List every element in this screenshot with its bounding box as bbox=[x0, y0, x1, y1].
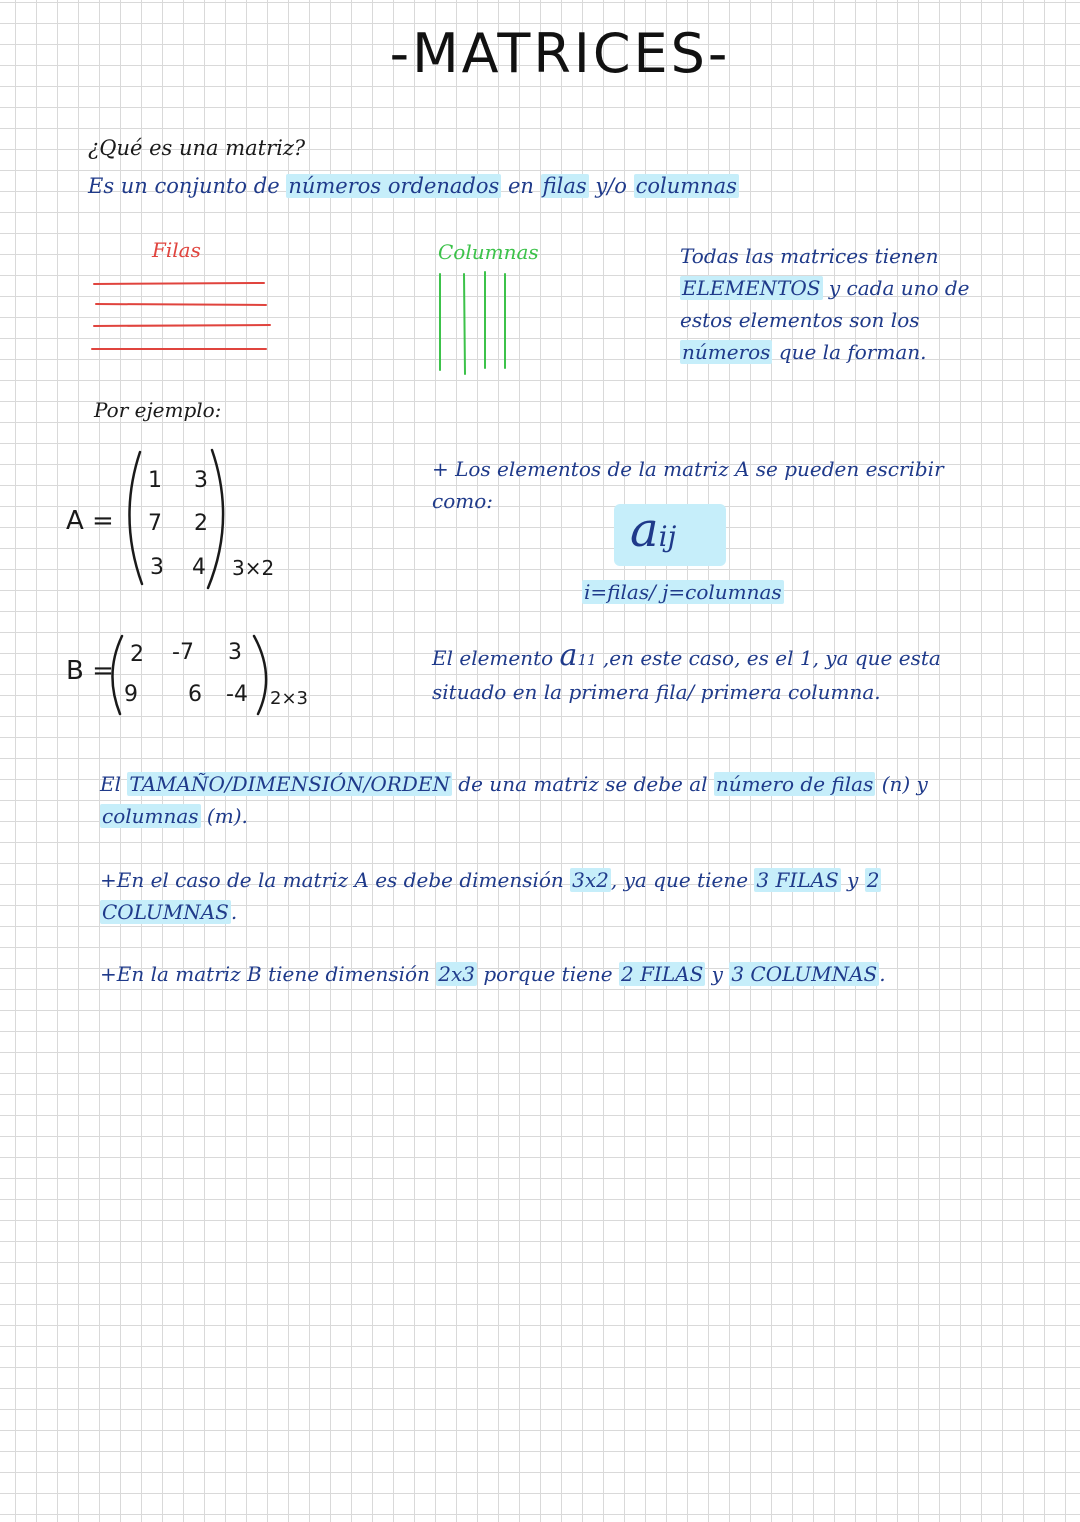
matrix-a-name: A = bbox=[66, 506, 114, 536]
elements-notation-text: + Los elementos de la matriz A se pueden escribir como: bbox=[432, 457, 944, 513]
matrix-b-cell: -4 bbox=[226, 682, 248, 707]
example-label: Por ejemplo: bbox=[94, 398, 222, 422]
case-b-paragraph: +En la matriz B tiene dimensión 2x3 porque tiene 2 FILAS y 3 COLUMNAS . bbox=[100, 962, 886, 986]
case-a-paragraph: +En el caso de la matriz A es debe dimensión 3x2 , ya que tiene 3 FILAS y 2 COLUMNAS . bbox=[100, 868, 880, 924]
matrix-b-name: B = bbox=[66, 656, 114, 686]
aij-notation: aij bbox=[630, 502, 677, 558]
matrix-b-cell: -7 bbox=[172, 640, 194, 665]
elements-note: Todas las matrices tienen ELEMENTOS y cada uno de estos elementos son los números que la forman. bbox=[680, 244, 970, 364]
matrix-a-cell: 3 bbox=[150, 555, 164, 580]
matrix-a-cell: 4 bbox=[192, 555, 206, 580]
row-line bbox=[94, 283, 264, 284]
matrix-b-cell: 6 bbox=[188, 682, 202, 707]
definition-text: Es un conjunto de números ordenados en filas y/o columnas bbox=[88, 174, 737, 198]
column-line bbox=[464, 274, 465, 374]
row-line bbox=[94, 325, 270, 326]
matrix-b-dimension: 2×3 bbox=[270, 688, 308, 709]
matrix-b-cell: 9 bbox=[124, 682, 138, 707]
columns-label: Columnas bbox=[438, 240, 539, 264]
matrix-a-cell: 1 bbox=[148, 468, 162, 493]
matrix-a-cell: 3 bbox=[194, 468, 208, 493]
size-paragraph: El TAMAÑO/DIMENSIÓN/ORDEN de una matriz se debe al número de filas (n) y columnas (m). bbox=[100, 772, 928, 828]
rows-label: Filas bbox=[152, 238, 201, 262]
matrix-a-cell: 2 bbox=[194, 511, 208, 536]
matrix-a-dimension: 3×2 bbox=[232, 556, 275, 580]
a11-explanation: El elemento a11 ,en este caso, es el 1, ya que esta situado en la primera fila/ primera columna. bbox=[432, 638, 941, 704]
columns-lines-illustration bbox=[430, 268, 520, 380]
rows-lines-illustration bbox=[88, 276, 278, 360]
page-title: -MATRICES- bbox=[389, 22, 731, 85]
matrix-a-cell: 7 bbox=[148, 511, 162, 536]
matrix-b-cell: 2 bbox=[130, 642, 144, 667]
ij-legend: i=filas/ j=columnas bbox=[584, 580, 782, 604]
question-heading: ¿Qué es una matriz? bbox=[88, 136, 306, 160]
row-line bbox=[96, 304, 266, 305]
matrix-a-brackets bbox=[118, 446, 242, 594]
matrix-b-cell: 3 bbox=[228, 640, 242, 665]
